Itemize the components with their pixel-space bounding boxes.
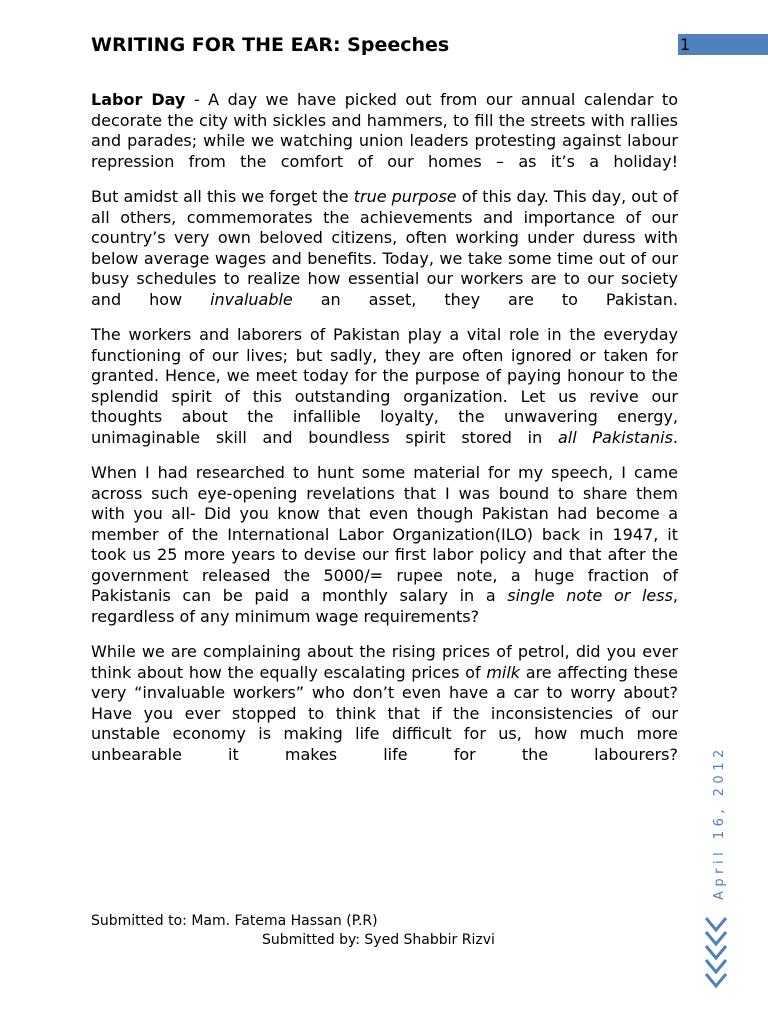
paragraph-5 (91, 642, 678, 765)
paragraph-3-emphasis-1: all Pakistanis (557, 427, 673, 447)
speech-body (91, 90, 678, 780)
paragraph-2 (91, 187, 678, 310)
paragraph-2-part-c: an asset, they are to Pakistan. (292, 289, 679, 309)
page-number-badge (678, 34, 768, 55)
paragraph-2-part-a: But amidst all this we forget the (91, 187, 354, 206)
paragraph-5-part-a: While we are complaining about the rising prices of petrol, did you ever think about how the equally escalating prices of (91, 642, 678, 682)
paragraph-2-emphasis-1: true purpose (353, 187, 457, 206)
paragraph-1-text: - A day we have picked out from our annual calendar to decorate the city with sickles and hammers, to fill the streets with rallies and parades; while we watching union leaders protesting against labour repression from the comfort of our homes – as it’s a holiday! (91, 90, 678, 171)
paragraph-4-emphasis-1: single note or less (507, 586, 673, 605)
submitted-by: Submitted by: Syed Shabbir Rizvi (262, 932, 495, 948)
paragraph-1 (91, 90, 678, 172)
paragraph-2-emphasis-2: invaluable (210, 289, 293, 309)
paragraph-3 (91, 325, 678, 448)
paragraph-5-part-b: are affecting these very “invaluable workers” who don’t even have a car to worry about? Have you ever stopped to think that if the inconsistencies of our unstable economy is making life difficult for us, how much more unbearable it makes life for the labourers? (91, 662, 678, 764)
paragraph-1-heading: Labor Day (91, 90, 186, 109)
chevron-stack-icon (704, 914, 728, 994)
paragraph-4-part-b: , regardless of any minimum wage requirements? (91, 586, 678, 626)
page-number: 1 (680, 35, 691, 54)
date-sidebar: April 16, 2012 (712, 745, 727, 900)
paragraph-4 (91, 463, 678, 627)
paragraph-3-part-b: . (672, 427, 678, 447)
submitted-to: Submitted to: Mam. Fatema Hassan (P.R) (91, 913, 378, 929)
paragraph-5-emphasis-1: milk (486, 662, 521, 682)
paragraph-2-part-b: of this day. This day, out of all others, commemorates the achievements and importance of our country’s very own beloved citizens, often working under duress with below average wages and benefits. Today, we take some time out of our busy schedules to realize how essential our workers are to our society and how (91, 187, 678, 309)
paragraph-4-part-a: When I had researched to hunt some material for my speech, I came across such eye-opening revelations that I was bound to share them with you all- Did you know that even though Pakistan had become a member of the International Labor Organization(ILO) back in 1947, it took us 25 more years to devise our first labor policy and that after the government released the 5000/= rupee note, a huge fraction of Pakistanis can be paid a monthly salary in a (91, 463, 678, 605)
document-title: WRITING FOR THE EAR: Speeches (91, 34, 450, 56)
paragraph-3-part-a: The workers and laborers of Pakistan play a vital role in the everyday functioning of our lives; but sadly, they are often ignored or taken for granted. Hence, we meet today for the purpose of paying honour to the splendid spirit of this outstanding organization. Let us revive our thoughts about the infallible loyalty, the unwavering energy, unimaginable skill and boundless spirit stored in (91, 325, 678, 447)
